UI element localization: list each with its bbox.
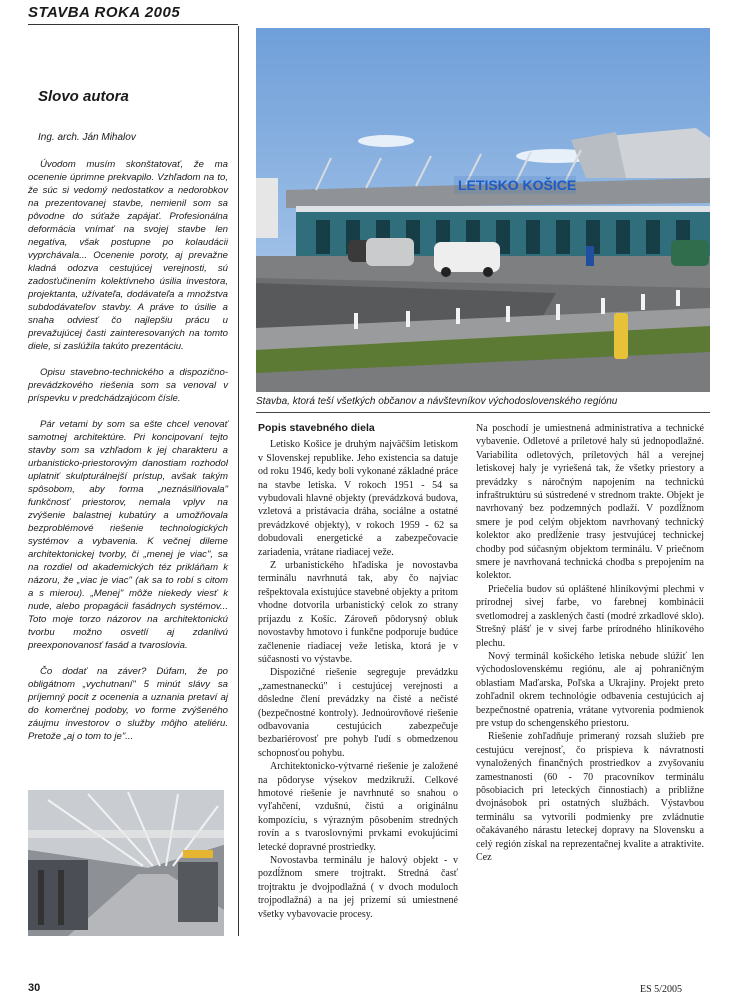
- article-paragraph: Na poschodí je umiestnená administratíva a technické vybavenie. Odletové a príletové haly sú jednopodlažné. Variabilita odletových, príletových hál a verejnej letiskovej haly je vyriešená tak, že všetky priestory a prevádzky s náročným napojením na technickú infraštruktúru sú sústredené v strednom trakte. Objekt je navrhovaný bez podzemných podlaží. V pozdĺžnom smere je pod celým objektom navrhovaný technický kolektor ako predĺženie trasy jestvujúcej technickej chodby pod súčasným objektom terminálu. V priečnom smere je navrhovaná technická chodba s prepojením na kolektor.: [476, 423, 704, 582]
- author-name: Ing. arch. Ján Mihalov: [38, 132, 136, 143]
- section-title: STAVBA ROKA 2005: [28, 4, 181, 21]
- article-paragraph: Z urbanistického hľadiska je novostavba terminálu navrhnutá tak, aby čo najviac rešpektovala existujúce stavebné objekty a pritom vhodne dotvorila urbanistický celok zo strany príjazdu z Košíc. Zároveň pôdorysný obluk novostavby hmotovo i funkčne podporuje budúce začlenenie riadiacej veže letiska, ktorá je v súčasnosti vo výstavbe.: [258, 560, 458, 665]
- terminal-exterior-photo: [256, 28, 710, 392]
- author-paragraph: Čo dodať na záver? Dúfam, že po obligátnom „vychutnaní" 5 minút slávy sa príjemný pocit z ocenenia a uznania pretaví aj do komerčnej podoby, vo forme zvýšeného záujmu investorov o služby môjho ateliéru. Pretože „aj o tom to je"...: [28, 666, 228, 742]
- author-paragraph: Úvodom musím skonštatovať, že ma ocenenie úprimne prekvapilo. Vzhľadom na to, že súc si vedomý nedostatkov a nedorobkov na prezentovanej stavbe, nemienil som sa pôvodne do súťaže zapájať. Profesionálna deformácia vnímať na svojej stavbe len negatíva, však postupne po kolaudácii vyprchávala... Ocenenie poroty, aj prevažne kladná odozva cestujúcej verejnosti, sú zadosťučinením kolektívneho úsilia investora, projektanta, užívateľa, dodávateľa a množstva subdodávateľov stavby. A práve to úsilie a snaha odviesť čo najlepšiu prácu u prevažujúcej časti zainteresovaných na tomto diele, si zaslúžila takúto prezentáciu.: [28, 159, 228, 352]
- author-column: [28, 90, 228, 756]
- issue-reference: ES 5/2005: [640, 984, 682, 995]
- terminal-sign-text: LETISKO KOŠICE: [458, 177, 577, 193]
- author-paragraph: Opisu stavebno-technického a dispozično-prevádzkového riešenia som sa venoval v príspevku v predchádzajúcom čísle.: [28, 367, 228, 404]
- photo-caption: Stavba, ktorá teší všetkých občanov a návštevníkov východoslovenského regiónu: [256, 396, 618, 407]
- terminal-interior-photo: [28, 790, 224, 936]
- caption-rule: [256, 412, 710, 413]
- column-divider: [238, 26, 239, 936]
- author-paragraph: Pár vetami by som sa ešte chcel venovať samotnej architektúre. Pri koncipovaní tejto stavby som sa vzhľadom k jej charakteru a urbanisticko-priestorovým danostiam rozhodol uplatniť skulpturálnejší prístup, avšak takým spôsobom, aby forma „neznásilňovala" funkčnosť priestorov, nemala vplyv na zvýšenie balastnej kubatúry a umožňovala bezproblémové riešenie technologických systémov a vybavenia. K večnej dileme architektonickej tvorby, či „menej je viac", sa na rozdiel od akademických téz prikláňam k názoru, že „viac je viac" (ak sa to robí s citom a s mierou). „Menej" môže niekedy viesť k nude, alebo propagácii fasádnych systémov... Toto moje torzo názorov na architektonickú tvorbu možno osvetlí aj zdanlivú preexponovanosť fasád a tvaroslovia.: [28, 419, 228, 651]
- article-paragraph: Riešenie zohľadňuje primeraný rozsah služieb pre cestujúcu verejnosť, čo prispieva k návratnosti vynaložených finančných prostriedkov a zvyšovaniu zamestnanosti (60 - 70 pracovníkov terminálu pôsobiacich pri leteckých činnostiach) a približne dvojnásobok pri ostatných službách. Výstavbou terminálu sa vytvorili podmienky pre zvládnutie očakávaného nárastu leteckej dopravy na Slovensku a celý región získal na reprezentačnej kvalite a atraktivite. Cez: [476, 731, 704, 863]
- page-number: 30: [28, 982, 41, 994]
- author-heading: Slovo autora: [38, 88, 129, 105]
- article-paragraph: Nový terminál košického letiska nebude slúžiť len východoslovenskému regiónu, ale aj pohraničným oblastiam Maďarska, Poľska a Ukrajiny. Projekt preto zohľadnil okrem technológie odbavenia cestujúcich aj bezpečnostné opatrenia, vrátane vytvorenia podmienok pre vstup do schengenského priestoru.: [476, 650, 704, 729]
- article-heading: Popis stavebného diela: [258, 422, 375, 434]
- header-rule: [28, 24, 238, 25]
- article-column-right: [476, 422, 704, 864]
- article-paragraph: Dispozičné riešenie segreguje prevádzku „zamestnaneckú" i cestujúcej verejnosti a dôsledne člení prevádzky na čisté a nečisté (bezpečnostné kontroly). Jednoúrovňové riešenie odbavovania cestujúcich zabezpečuje bezbariérovosť pre pohyb ľudí s obmedzenou schopnosťou pohybu.: [258, 667, 458, 759]
- article-paragraph: Architektonicko-výtvarné riešenie je založené na pôdoryse výsekov medzikruží. Celkové hmotové riešenie je navrhnuté so snahou o vyľahčení, vzdušnú, čistú a originálnu kompozíciu, s výrazným pôsobením stredných rovín a s tvaroslovnými prvkami evokujúcimi letecké dopravné prostriedky.: [258, 761, 458, 853]
- article-paragraph: Novostavba terminálu je halový objekt - v pozdĺžnom smere trojtrakt. Stredná časť trojtraktu je dvojpodlažná ( v dvoch moduloch trojpodlažná) a na jej prízemí sú umiestnené všetky vybavovacie procesy.: [258, 855, 458, 920]
- article-paragraph: Letisko Košice je druhým najväčším letiskom v Slovenskej republike. Jeho existencia sa datuje od roku 1946, kedy boli vykonané základné práce na stavbe letiska. V rokoch 1951 - 54 sa vybudovali hlavné objekty (prevádzková budova, vzletová a pristávacia dráha, sociálne a ostatné prevádzkové objekty), v rokoch 1959 - 62 sa dobudovali energetické a zabezpečovacie zariadenia, vrátane riadiacej veže.: [258, 439, 458, 558]
- article-column-left: [258, 422, 458, 921]
- article-paragraph: Priečelia budov sú opláštené hliníkovými plechmi v prírodnej sivej farbe, vo farebnej kombinácii svetlomodrej a zasklených častí (modré zrkadlové sklo). Strešný plášť je v sivej farbe prírodného hliníkového plechu.: [476, 583, 704, 649]
